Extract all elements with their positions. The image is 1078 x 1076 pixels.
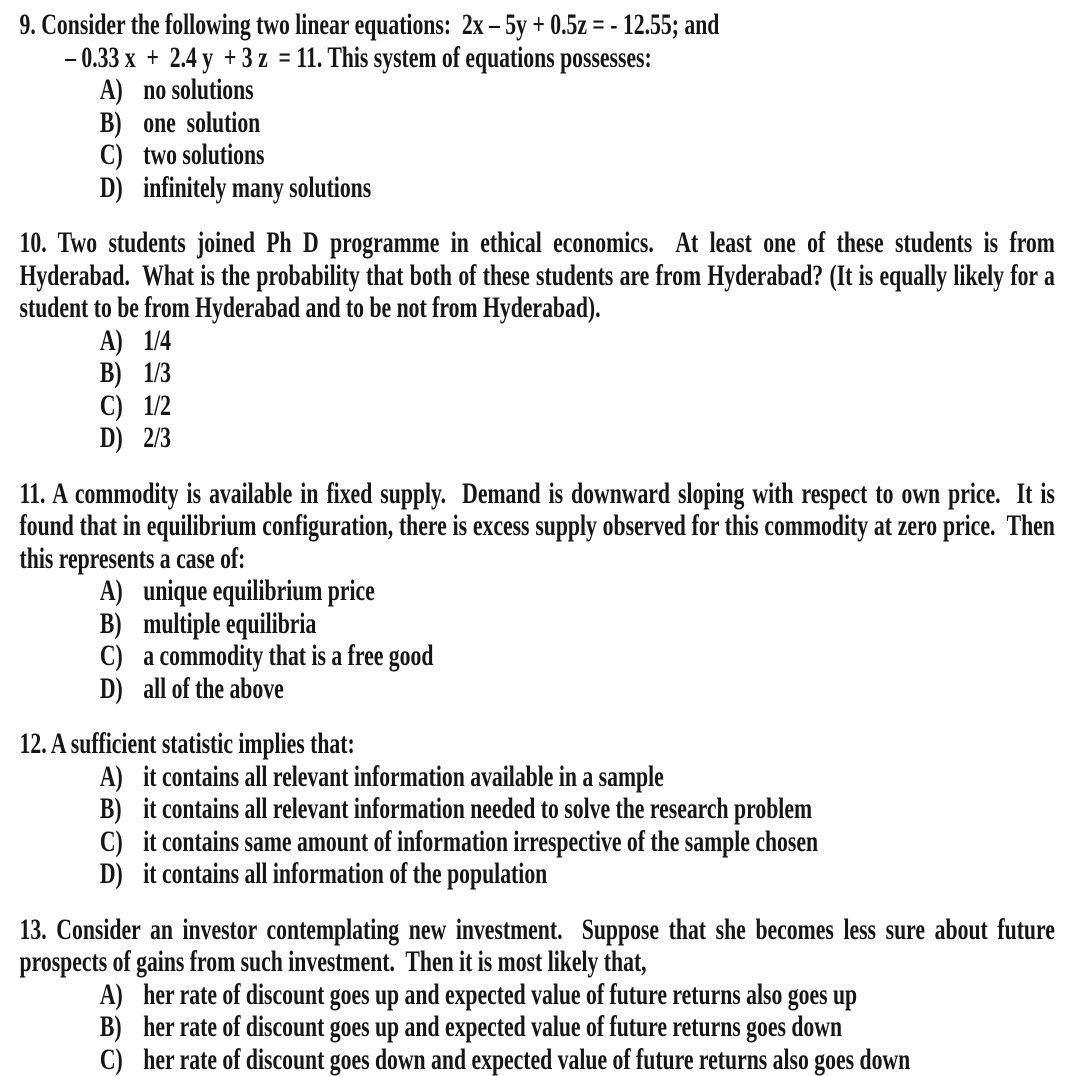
option-row (100, 793, 1055, 826)
option-row (100, 390, 1055, 423)
option-text: 2/3 (143, 422, 171, 455)
option-letter: C) (100, 390, 143, 423)
option-row (100, 172, 1055, 205)
option-text: 1/4 (143, 325, 171, 358)
option-row (100, 575, 1055, 608)
question-9-options (20, 74, 1055, 204)
option-row (100, 357, 1055, 390)
option-text: multiple equilibria (143, 608, 316, 641)
question-13 (20, 914, 1055, 1076)
option-row (100, 608, 1055, 641)
option-text: it contains all relevant information available in a sample (143, 761, 664, 794)
option-letter: A) (100, 761, 143, 794)
question-11-options (20, 575, 1055, 705)
question-10-options (20, 325, 1055, 455)
question-9 (20, 9, 1055, 204)
option-row (100, 1044, 1055, 1076)
option-row (100, 422, 1055, 455)
option-row (100, 858, 1055, 891)
option-text: it contains all information of the population (143, 858, 547, 891)
option-letter: D) (100, 172, 143, 205)
question-9-equation-line-2: – 0.33 x + 2.4 y + 3 z = 11. This system of equations possesses: (20, 42, 1055, 75)
option-row (100, 826, 1055, 859)
option-text: all of the above (143, 673, 283, 706)
option-text: it contains same amount of information irrespective of the sample chosen (143, 826, 818, 859)
question-11 (20, 478, 1055, 706)
question-12-text: 12. A sufficient statistic implies that: (20, 728, 1055, 761)
question-12 (20, 728, 1055, 891)
option-text: 1/2 (143, 390, 171, 423)
option-row (100, 673, 1055, 706)
option-letter: D) (100, 858, 143, 891)
option-letter: B) (100, 107, 143, 140)
option-text: a commodity that is a free good (143, 640, 433, 673)
question-13-text: 13. Consider an investor contemplating new investment. Suppose that she becomes less sure about future prospects of gains from such investment. Then it is most likely that, (20, 914, 1055, 979)
option-text: infinitely many solutions (143, 172, 371, 205)
option-row (100, 74, 1055, 107)
option-text: no solutions (143, 74, 253, 107)
option-letter: C) (100, 826, 143, 859)
option-text: two solutions (143, 139, 264, 172)
option-text: her rate of discount goes down and expected value of future returns also goes down (143, 1044, 910, 1076)
question-9-text-line-1: 9. Consider the following two linear equations: 2x – 5y + 0.5z = - 12.55; and (20, 9, 1055, 42)
option-text: one solution (143, 107, 260, 140)
option-row (100, 640, 1055, 673)
option-text: it contains all relevant information needed to solve the research problem (143, 793, 812, 826)
option-row (100, 139, 1055, 172)
option-row (100, 107, 1055, 140)
question-10 (20, 227, 1055, 455)
option-row (100, 979, 1055, 1012)
question-13-options (20, 979, 1055, 1076)
option-letter: D) (100, 673, 143, 706)
option-letter: C) (100, 1044, 143, 1076)
question-10-text: 10. Two students joined Ph D programme in ethical economics. At least one of these students is from Hyderabad. What is the probability that both of these students are from Hyderabad? (It is equally likely for a student to be from Hyderabad and to be not from Hyderabad). (20, 227, 1055, 325)
option-row (100, 761, 1055, 794)
option-letter: B) (100, 793, 143, 826)
option-letter: B) (100, 357, 143, 390)
option-text: her rate of discount goes up and expected value of future returns goes down (143, 1011, 842, 1044)
option-row (100, 1011, 1055, 1044)
option-row (100, 325, 1055, 358)
option-letter: C) (100, 640, 143, 673)
question-11-text: 11. A commodity is available in fixed supply. Demand is downward sloping with respect to own price. It is found that in equilibrium configuration, there is excess supply observed for this commodity at zero price. Then this represents a case of: (20, 478, 1055, 576)
question-12-options (20, 761, 1055, 891)
option-letter: A) (100, 575, 143, 608)
option-letter: A) (100, 979, 143, 1012)
option-letter: D) (100, 422, 143, 455)
option-letter: B) (100, 608, 143, 641)
option-text: her rate of discount goes up and expected value of future returns also goes up (143, 979, 857, 1012)
option-letter: B) (100, 1011, 143, 1044)
option-text: 1/3 (143, 357, 171, 390)
option-text: unique equilibrium price (143, 575, 375, 608)
option-letter: A) (100, 325, 143, 358)
option-letter: C) (100, 139, 143, 172)
option-letter: A) (100, 74, 143, 107)
